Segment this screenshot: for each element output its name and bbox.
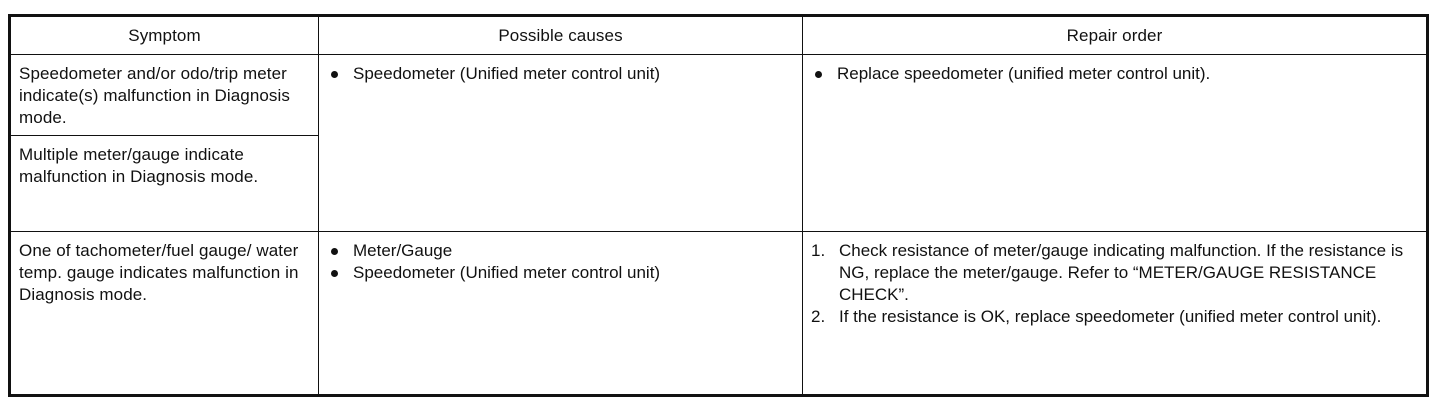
symptom-text: Speedometer and/or odo/trip meter indicate(s) malfunction in Diagnosis mode. (19, 64, 291, 127)
table-row (10, 232, 1428, 396)
table-header-row (10, 16, 1428, 55)
symptom-cell (10, 136, 319, 232)
table-row (10, 55, 1428, 136)
causes-cell (319, 55, 803, 232)
list-item: Meter/Gauge (329, 240, 794, 262)
list-item (811, 306, 1406, 328)
symptom-text: One of tachometer/fuel gauge/ water temp. gauge indicates malfunction in Diagnosis mode. (19, 241, 299, 304)
list-item: Speedometer (Unified meter control unit) (329, 262, 794, 284)
step-text: If the resistance is OK, replace speedometer (unified meter control unit). (839, 307, 1382, 326)
causes-list (319, 232, 802, 290)
header-possible-causes: Possible causes (319, 16, 803, 55)
symptom-cell (10, 232, 319, 396)
symptom-text: Multiple meter/gauge indicate malfunction in Diagnosis mode. (19, 145, 259, 186)
list-item (811, 240, 1406, 306)
step-text: Check resistance of meter/gauge indicating malfunction. If the resistance is NG, replace the meter/gauge. Refer to “METER/GAUGE RESISTANCE CHECK”. (839, 241, 1404, 304)
header-repair-order: Repair order (803, 16, 1428, 55)
diagnosis-table (8, 14, 1429, 397)
step-number: 2. (811, 307, 826, 326)
repair-steps (803, 232, 1426, 334)
header-symptom: Symptom (10, 16, 319, 55)
step-number: 1. (811, 241, 826, 260)
causes-cell (319, 232, 803, 396)
repair-cell (803, 232, 1428, 396)
causes-list (319, 55, 802, 91)
list-item: Replace speedometer (unified meter control unit). (813, 63, 1418, 85)
symptom-cell (10, 55, 319, 136)
repair-cell (803, 55, 1428, 232)
repair-list (803, 55, 1426, 91)
list-item: Speedometer (Unified meter control unit) (329, 63, 794, 85)
